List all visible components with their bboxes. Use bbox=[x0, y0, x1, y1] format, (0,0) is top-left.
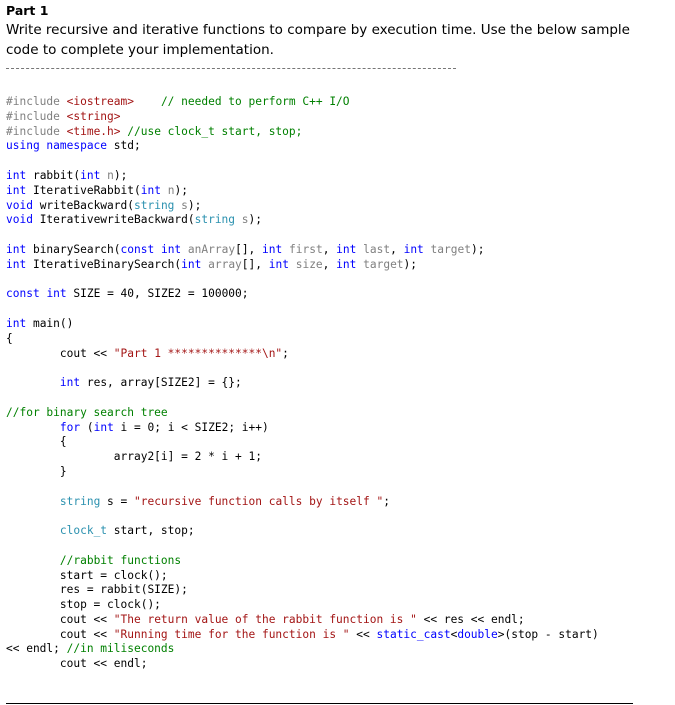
code-token: << endl; bbox=[6, 642, 67, 656]
code-token: cout << bbox=[6, 612, 114, 626]
code-line bbox=[6, 554, 666, 569]
code-token: <string> bbox=[66, 109, 121, 123]
code-line bbox=[6, 302, 666, 317]
code-token: { bbox=[6, 435, 67, 449]
code-token: //for binary search tree bbox=[6, 405, 168, 419]
code-token: int bbox=[140, 183, 161, 197]
code-token: ); bbox=[248, 213, 263, 227]
code-token: start, stop; bbox=[107, 524, 195, 538]
code-token bbox=[424, 243, 431, 256]
code-token: { bbox=[6, 331, 13, 345]
code-token: s bbox=[241, 213, 249, 227]
code-token: s bbox=[181, 198, 188, 212]
code-token: binarySearch( bbox=[26, 242, 121, 256]
code-token bbox=[282, 243, 289, 256]
code-line bbox=[6, 569, 666, 584]
code-line bbox=[6, 391, 666, 406]
code-token: <time.h> bbox=[66, 124, 121, 138]
code-line bbox=[6, 110, 666, 125]
code-token: void bbox=[6, 198, 33, 212]
code-token: cout << bbox=[6, 346, 114, 360]
code-line bbox=[6, 169, 666, 184]
code-line bbox=[6, 317, 666, 332]
code-token: int bbox=[80, 168, 101, 182]
code-token: array2[i] = 2 * i + 1; bbox=[6, 450, 262, 464]
code-token: int bbox=[46, 287, 67, 301]
code-token bbox=[134, 95, 161, 108]
code-token: #include bbox=[6, 109, 67, 123]
code-line bbox=[6, 199, 666, 214]
code-line bbox=[6, 243, 666, 258]
code-token: res, array[SIZE2] = {}; bbox=[80, 376, 242, 390]
code-token: [], bbox=[235, 242, 263, 256]
code-token: int bbox=[6, 257, 27, 271]
code-token: target bbox=[430, 242, 471, 256]
code-token: int bbox=[6, 183, 27, 197]
code-token: double bbox=[457, 627, 498, 641]
code-token: void bbox=[6, 213, 33, 227]
code-token: n bbox=[167, 183, 175, 197]
code-token: int bbox=[403, 242, 424, 256]
code-token: IterativeBinarySearch( bbox=[26, 257, 182, 271]
instructions-text: Write recursive and iterative functions to compare by execution time. Use the below sample code to complete your implementation. bbox=[6, 22, 630, 58]
code-line bbox=[6, 154, 666, 169]
code-line bbox=[6, 406, 666, 421]
code-line bbox=[6, 258, 666, 273]
code-token: ); bbox=[113, 168, 128, 182]
code-line bbox=[6, 524, 666, 539]
code-token: cout << bbox=[6, 627, 114, 641]
code-line bbox=[6, 613, 666, 628]
code-line bbox=[6, 213, 666, 228]
code-token bbox=[161, 184, 168, 197]
code-token: anArray bbox=[187, 242, 236, 256]
code-line bbox=[6, 642, 666, 657]
code-line bbox=[6, 361, 666, 376]
code-token: n bbox=[107, 168, 114, 182]
code-token: int bbox=[160, 242, 182, 256]
code-token: << res << endl; bbox=[416, 612, 525, 626]
code-token bbox=[6, 554, 60, 567]
code-token: stop = clock(); bbox=[6, 598, 161, 612]
code-token: IterativeRabbit( bbox=[26, 183, 141, 197]
code-line bbox=[6, 95, 666, 110]
code-token bbox=[154, 243, 161, 256]
code-line bbox=[6, 184, 666, 199]
code-token bbox=[235, 213, 242, 226]
code-token: writeBackward( bbox=[32, 198, 134, 212]
code-token: string bbox=[59, 494, 101, 508]
code-token: SIZE = 40, SIZE2 = 100000; bbox=[66, 287, 249, 301]
code-token: for bbox=[59, 420, 81, 434]
code-token: << bbox=[349, 627, 377, 641]
code-line bbox=[6, 139, 666, 154]
code-token: int bbox=[59, 376, 81, 390]
code-token: cout << endl; bbox=[6, 657, 148, 671]
code-token: rabbit( bbox=[26, 168, 81, 182]
code-token: ; bbox=[282, 346, 289, 360]
code-token: ); bbox=[187, 198, 202, 212]
code-line bbox=[6, 273, 666, 288]
code-line bbox=[6, 450, 666, 465]
code-line bbox=[6, 598, 666, 613]
code-token bbox=[6, 495, 60, 508]
code-token bbox=[6, 421, 60, 434]
code-token: "Running time for the function is " bbox=[113, 627, 350, 641]
code-token: const bbox=[6, 287, 40, 301]
code-line bbox=[6, 539, 666, 554]
code-token: int bbox=[6, 242, 27, 256]
code-token: string bbox=[194, 213, 236, 227]
code-line bbox=[6, 376, 666, 391]
code-line bbox=[6, 125, 666, 140]
code-token bbox=[181, 243, 188, 256]
code-line bbox=[6, 228, 666, 243]
code-token: "recursive function calls by itself " bbox=[134, 494, 384, 508]
code-line bbox=[6, 421, 666, 436]
code-token: int bbox=[268, 257, 289, 271]
code-token: res = rabbit(SIZE); bbox=[6, 583, 188, 597]
code-token: string bbox=[134, 198, 175, 212]
dashed-divider bbox=[6, 68, 456, 69]
code-line bbox=[6, 332, 666, 347]
code-token: ); bbox=[403, 257, 418, 271]
code-line bbox=[6, 287, 666, 302]
code-token: int bbox=[336, 257, 357, 271]
code-line bbox=[6, 628, 666, 643]
code-token: const bbox=[120, 242, 155, 256]
code-token: array bbox=[208, 257, 242, 271]
code-token: int bbox=[336, 242, 357, 256]
code-token: start = clock(); bbox=[6, 568, 168, 582]
section-heading: Part 1 bbox=[6, 3, 49, 18]
code-token: clock_t bbox=[59, 524, 108, 538]
code-token: int bbox=[93, 420, 114, 434]
code-token: ); bbox=[174, 183, 188, 197]
code-token bbox=[289, 258, 296, 271]
code-token: s = bbox=[100, 494, 134, 508]
code-line bbox=[6, 480, 666, 495]
code-token: target bbox=[363, 257, 404, 271]
code-token: int bbox=[6, 316, 27, 330]
code-token: //use clock_t start, stop; bbox=[120, 124, 303, 138]
code-token: , bbox=[322, 257, 337, 271]
code-token: i = 0; i < SIZE2; i++) bbox=[113, 420, 269, 434]
code-token: int bbox=[262, 242, 283, 256]
code-token: < bbox=[450, 627, 458, 641]
code-token: std; bbox=[107, 139, 141, 153]
code-token: ( bbox=[80, 420, 94, 434]
code-token: static_cast bbox=[376, 627, 451, 641]
code-token: int bbox=[6, 168, 27, 182]
code-token bbox=[6, 524, 60, 537]
code-token: // needed to perform C++ I/O bbox=[160, 95, 350, 108]
code-token: } bbox=[6, 464, 67, 478]
code-token: "The return value of the rabbit function is " bbox=[113, 612, 417, 626]
code-token: last bbox=[363, 242, 391, 256]
code-token: using namespace bbox=[6, 139, 108, 153]
code-token bbox=[6, 376, 60, 389]
code-line bbox=[6, 435, 666, 450]
code-token: first bbox=[289, 242, 323, 256]
code-line bbox=[6, 495, 666, 510]
code-block bbox=[6, 95, 666, 672]
bottom-rule bbox=[6, 703, 633, 704]
code-token: int bbox=[181, 257, 202, 271]
code-token: main() bbox=[26, 316, 74, 330]
code-token: [], bbox=[241, 257, 269, 271]
code-token: , bbox=[390, 242, 404, 256]
code-token: #include bbox=[6, 124, 67, 138]
code-token: #include bbox=[6, 95, 67, 108]
code-token: //rabbit functions bbox=[59, 553, 182, 567]
code-token: //in miliseconds bbox=[66, 642, 175, 656]
code-line bbox=[6, 583, 666, 598]
code-token: ; bbox=[383, 494, 390, 508]
code-token: size bbox=[295, 257, 323, 271]
code-token: IterativewriteBackward( bbox=[32, 213, 195, 227]
code-token: ); bbox=[470, 242, 485, 256]
code-token: >(stop - start) bbox=[497, 627, 599, 641]
code-token: , bbox=[322, 242, 337, 256]
code-line bbox=[6, 465, 666, 480]
code-line bbox=[6, 509, 666, 524]
code-token: <iostream> bbox=[66, 95, 134, 108]
code-line bbox=[6, 657, 666, 672]
code-line bbox=[6, 347, 666, 362]
code-token: "Part 1 **************\n" bbox=[113, 346, 283, 360]
